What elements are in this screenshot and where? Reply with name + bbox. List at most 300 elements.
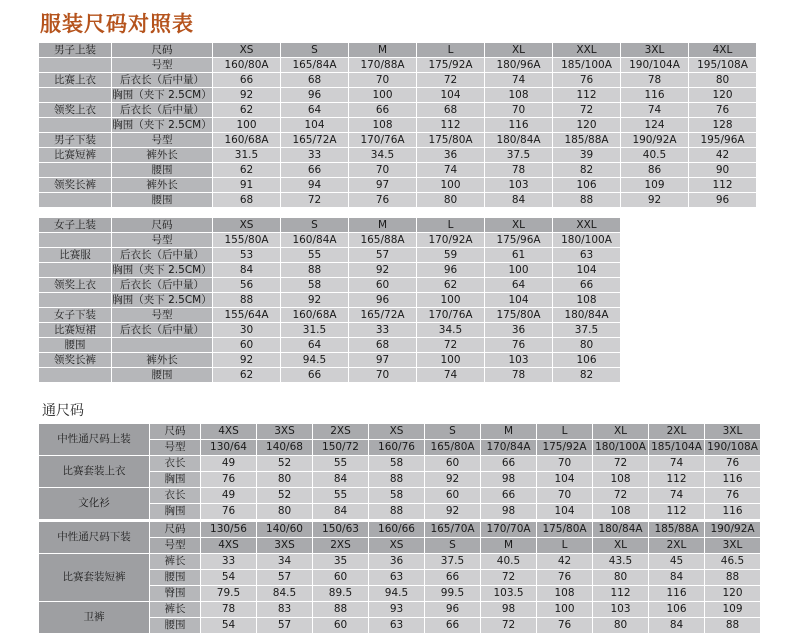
value-cell: 96 (425, 602, 480, 617)
header-cell: 3XL (705, 424, 760, 439)
value-cell: 76 (537, 618, 592, 633)
value-cell: XL (593, 538, 648, 553)
value-cell: 165/72A (281, 133, 348, 147)
value-cell: 116 (485, 118, 552, 132)
section-title-unisex: 通尺码 (42, 403, 84, 419)
measure-label-cell: 裤外长 (112, 353, 212, 367)
category-cell (39, 193, 111, 207)
value-cell: 84 (485, 193, 552, 207)
value-cell: 88 (281, 263, 348, 277)
value-cell: 70 (485, 103, 552, 117)
value-cell: 180/100A (553, 233, 620, 247)
table-row (39, 456, 760, 471)
value-cell: 60 (425, 488, 480, 503)
value-cell: 52 (257, 488, 312, 503)
value-cell: 74 (417, 368, 484, 382)
category-cell: 女子下装 (39, 308, 111, 322)
value-cell: 3XL (621, 43, 688, 57)
value-cell: 100 (485, 263, 552, 277)
table-row (39, 43, 756, 57)
value-cell: 76 (705, 488, 760, 503)
header-cell: 3XS (257, 424, 312, 439)
table-row (39, 353, 620, 367)
measure-label-cell: 裤外长 (112, 178, 212, 192)
value-cell: 104 (553, 263, 620, 277)
value-cell: 116 (649, 586, 704, 601)
category-cell (39, 233, 111, 247)
value-cell: 37.5 (485, 148, 552, 162)
category-cell: 中性通尺码上装 (39, 424, 149, 455)
value-cell: 128 (689, 118, 756, 132)
value-cell: 84 (313, 504, 368, 519)
value-cell: 70 (349, 368, 416, 382)
table-row (39, 163, 756, 177)
value-cell: XXL (553, 43, 620, 57)
value-cell: 70 (349, 73, 416, 87)
table-row (39, 58, 756, 72)
value-cell: 109 (621, 178, 688, 192)
measure-label-cell: 号型 (150, 538, 200, 553)
value-cell: 130/64 (201, 440, 256, 455)
value-cell: 103 (485, 353, 552, 367)
value-cell: 112 (417, 118, 484, 132)
value-cell: 195/108A (689, 58, 756, 72)
value-cell: 57 (257, 618, 312, 633)
category-cell (39, 163, 111, 177)
category-cell: 中性通尺码下装 (39, 522, 149, 553)
value-cell: 34.5 (417, 323, 484, 337)
unisex-top-table (38, 423, 761, 520)
table-row (39, 133, 756, 147)
value-cell: 100 (417, 293, 484, 307)
value-cell: 83 (257, 602, 312, 617)
value-cell: 76 (553, 73, 620, 87)
women-size-table (38, 217, 621, 383)
measure-label-cell: 尺码 (112, 218, 212, 232)
value-cell: 66 (553, 278, 620, 292)
table-row (39, 118, 756, 132)
value-cell: 94.5 (281, 353, 348, 367)
value-cell: 175/92A (417, 58, 484, 72)
value-cell: 49 (201, 488, 256, 503)
value-cell: 106 (649, 602, 704, 617)
value-cell: 63 (553, 248, 620, 262)
value-cell: S (281, 43, 348, 57)
value-cell: M (349, 43, 416, 57)
value-cell: 72 (281, 193, 348, 207)
value-cell: 112 (649, 472, 704, 487)
value-cell: 72 (593, 456, 648, 471)
value-cell: 80 (689, 73, 756, 87)
measure-label-cell: 后衣长（后中量） (112, 323, 212, 337)
measure-label-cell: 尺码 (112, 43, 212, 57)
page-title: 服装尺码对照表 (40, 12, 194, 36)
value-cell: 88 (313, 602, 368, 617)
value-cell: 103 (593, 602, 648, 617)
value-cell: 92 (425, 504, 480, 519)
value-cell: 100 (417, 178, 484, 192)
value-cell: 63 (369, 570, 424, 585)
value-cell: 39 (553, 148, 620, 162)
measure-label-cell: 腰围 (150, 570, 200, 585)
header-cell: 尺码 (150, 522, 200, 537)
value-cell: 68 (417, 103, 484, 117)
value-cell: XS (369, 538, 424, 553)
measure-label-cell: 臀围 (150, 586, 200, 601)
category-cell (39, 118, 111, 132)
measure-label-cell (112, 338, 212, 352)
value-cell: 155/80A (213, 233, 280, 247)
measure-label-cell: 胸围 (150, 472, 200, 487)
header-row (39, 522, 760, 537)
value-cell: 60 (313, 618, 368, 633)
value-cell: XS (213, 218, 280, 232)
value-cell: 66 (281, 368, 348, 382)
measure-label-cell: 衣长 (150, 456, 200, 471)
value-cell: 76 (537, 570, 592, 585)
category-cell: 领奖长裤 (39, 178, 111, 192)
value-cell: 64 (281, 338, 348, 352)
value-cell: 175/80A (417, 133, 484, 147)
value-cell: 100 (537, 602, 592, 617)
value-cell: 96 (689, 193, 756, 207)
value-cell: 185/100A (553, 58, 620, 72)
value-cell: 84 (649, 570, 704, 585)
measure-label-cell: 号型 (112, 58, 212, 72)
table-row (39, 73, 756, 87)
value-cell: 180/100A (593, 440, 648, 455)
header-cell: 180/84A (593, 522, 648, 537)
value-cell: 160/84A (281, 233, 348, 247)
value-cell: 2XL (649, 538, 704, 553)
value-cell: 108 (349, 118, 416, 132)
value-cell: 80 (593, 570, 648, 585)
value-cell: 66 (481, 488, 536, 503)
value-cell: 86 (621, 163, 688, 177)
value-cell: 72 (553, 103, 620, 117)
value-cell: 155/64A (213, 308, 280, 322)
table-row (39, 248, 620, 262)
table-row (39, 488, 760, 503)
value-cell: 3XS (257, 538, 312, 553)
value-cell: 112 (649, 504, 704, 519)
value-cell: 98 (481, 504, 536, 519)
table-row (39, 602, 760, 617)
value-cell: 72 (481, 570, 536, 585)
measure-label-cell: 后衣长（后中量） (112, 248, 212, 262)
value-cell: 180/84A (485, 133, 552, 147)
value-cell: 30 (213, 323, 280, 337)
value-cell: 160/80A (213, 58, 280, 72)
value-cell: 103 (485, 178, 552, 192)
value-cell: 140/68 (257, 440, 312, 455)
header-cell: L (537, 424, 592, 439)
value-cell: 72 (481, 618, 536, 633)
value-cell: 74 (417, 163, 484, 177)
value-cell: 165/80A (425, 440, 480, 455)
value-cell: 195/96A (689, 133, 756, 147)
value-cell: 112 (593, 586, 648, 601)
header-cell: XL (593, 424, 648, 439)
measure-label-cell: 号型 (112, 133, 212, 147)
value-cell: 35 (313, 554, 368, 569)
value-cell: 64 (281, 103, 348, 117)
value-cell: 104 (485, 293, 552, 307)
value-cell: 150/72 (313, 440, 368, 455)
value-cell: 76 (201, 472, 256, 487)
value-cell: 46.5 (705, 554, 760, 569)
header-cell: 165/70A (425, 522, 480, 537)
unisex-bottom-table (38, 521, 761, 634)
value-cell: 80 (257, 472, 312, 487)
value-cell: 72 (593, 488, 648, 503)
value-cell: 180/84A (553, 308, 620, 322)
value-cell: 92 (281, 293, 348, 307)
value-cell: 78 (485, 368, 552, 382)
value-cell: 58 (281, 278, 348, 292)
value-cell: 57 (349, 248, 416, 262)
category-cell (39, 263, 111, 277)
value-cell: 70 (537, 456, 592, 471)
value-cell: 120 (553, 118, 620, 132)
category-cell: 比赛套装上衣 (39, 456, 149, 487)
value-cell: 160/76 (369, 440, 424, 455)
value-cell: 58 (369, 488, 424, 503)
value-cell: 57 (257, 570, 312, 585)
value-cell: 36 (417, 148, 484, 162)
value-cell: 34.5 (349, 148, 416, 162)
category-cell: 领奖上衣 (39, 278, 111, 292)
value-cell: 116 (621, 88, 688, 102)
value-cell: 33 (201, 554, 256, 569)
header-cell: S (425, 424, 480, 439)
value-cell: 76 (689, 103, 756, 117)
category-cell (39, 293, 111, 307)
value-cell: 98 (481, 602, 536, 617)
table-row (39, 148, 756, 162)
header-cell: 160/66 (369, 522, 424, 537)
value-cell: L (537, 538, 592, 553)
value-cell: 90 (689, 163, 756, 177)
value-cell: 55 (313, 488, 368, 503)
header-cell: 185/88A (649, 522, 704, 537)
value-cell: 175/96A (485, 233, 552, 247)
value-cell: 58 (369, 456, 424, 471)
value-cell: 60 (349, 278, 416, 292)
value-cell: 100 (213, 118, 280, 132)
value-cell: 36 (485, 323, 552, 337)
value-cell: 170/88A (349, 58, 416, 72)
value-cell: 165/72A (349, 308, 416, 322)
value-cell: 72 (417, 73, 484, 87)
value-cell: 33 (281, 148, 348, 162)
value-cell: 84.5 (257, 586, 312, 601)
value-cell: S (425, 538, 480, 553)
value-cell: 88 (369, 504, 424, 519)
measure-label-cell: 号型 (112, 233, 212, 247)
value-cell: XS (213, 43, 280, 57)
value-cell: 82 (553, 163, 620, 177)
measure-label-cell: 裤外长 (112, 148, 212, 162)
value-cell: 66 (349, 103, 416, 117)
value-cell: 54 (201, 618, 256, 633)
table-row (39, 178, 756, 192)
table-row (39, 554, 760, 569)
value-cell: 190/104A (621, 58, 688, 72)
value-cell: 66 (281, 163, 348, 177)
value-cell: 108 (485, 88, 552, 102)
value-cell: 108 (593, 504, 648, 519)
value-cell: 175/80A (485, 308, 552, 322)
header-cell: 2XL (649, 424, 704, 439)
value-cell: 76 (705, 456, 760, 471)
header-cell: M (481, 424, 536, 439)
measure-label-cell: 腰围 (112, 193, 212, 207)
value-cell: 59 (417, 248, 484, 262)
value-cell: 62 (417, 278, 484, 292)
value-cell: 66 (425, 618, 480, 633)
category-cell: 比赛短裤 (39, 148, 111, 162)
category-cell: 卫裤 (39, 602, 149, 633)
value-cell: 185/88A (553, 133, 620, 147)
value-cell: 79.5 (201, 586, 256, 601)
value-cell: 98 (481, 472, 536, 487)
value-cell: 100 (417, 353, 484, 367)
value-cell: 80 (593, 618, 648, 633)
value-cell: L (417, 218, 484, 232)
measure-label-cell: 腰围 (150, 618, 200, 633)
table-row (39, 103, 756, 117)
value-cell: 103.5 (481, 586, 536, 601)
measure-label-cell: 胸围（夹下 2.5CM） (112, 118, 212, 131)
value-cell: 84 (213, 263, 280, 277)
header-cell: 尺码 (150, 424, 200, 439)
value-cell: 74 (649, 488, 704, 503)
value-cell: 60 (425, 456, 480, 471)
value-cell: 116 (705, 504, 760, 519)
value-cell: 40.5 (481, 554, 536, 569)
value-cell: 109 (705, 602, 760, 617)
value-cell: 165/84A (281, 58, 348, 72)
value-cell: XL (485, 218, 552, 232)
measure-label-cell: 腰围 (112, 163, 212, 177)
header-cell: XS (369, 424, 424, 439)
value-cell: 88 (369, 472, 424, 487)
value-cell: 68 (213, 193, 280, 207)
table-row (39, 338, 620, 352)
category-cell: 比赛短裙 (39, 323, 111, 337)
value-cell: 62 (213, 163, 280, 177)
value-cell: 60 (313, 570, 368, 585)
value-cell: 120 (705, 586, 760, 601)
measure-label-cell: 裤长 (150, 554, 200, 569)
value-cell: 96 (417, 263, 484, 277)
value-cell: 43.5 (593, 554, 648, 569)
value-cell: 96 (349, 293, 416, 307)
value-cell: 33 (349, 323, 416, 337)
value-cell: 53 (213, 248, 280, 262)
table-row (39, 368, 620, 382)
category-cell: 比赛服 (39, 248, 111, 262)
table-row (39, 233, 620, 247)
measure-label-cell: 胸围（夹下 2.5CM） (112, 263, 212, 276)
measure-label-cell: 腰围 (112, 368, 212, 382)
value-cell: 31.5 (213, 148, 280, 162)
value-cell: 91 (213, 178, 280, 192)
header-cell: 140/60 (257, 522, 312, 537)
value-cell: 106 (553, 178, 620, 192)
measure-label-cell: 后衣长（后中量） (112, 278, 212, 292)
value-cell: 78 (201, 602, 256, 617)
value-cell: 3XL (705, 538, 760, 553)
value-cell: S (281, 218, 348, 232)
value-cell: M (349, 218, 416, 232)
value-cell: 4XL (689, 43, 756, 57)
category-cell: 领奖上衣 (39, 103, 111, 117)
value-cell: 64 (485, 278, 552, 292)
value-cell: 55 (313, 456, 368, 471)
value-cell: 84 (313, 472, 368, 487)
category-cell: 腰围 (39, 338, 111, 352)
value-cell: 104 (417, 88, 484, 102)
value-cell: XXL (553, 218, 620, 232)
value-cell: 99.5 (425, 586, 480, 601)
value-cell: 108 (593, 472, 648, 487)
category-cell (39, 58, 111, 72)
value-cell: 94.5 (369, 586, 424, 601)
measure-label-cell: 号型 (112, 308, 212, 322)
category-cell: 文化衫 (39, 488, 149, 519)
value-cell: 60 (213, 338, 280, 352)
value-cell: 82 (553, 368, 620, 382)
value-cell: 92 (213, 88, 280, 102)
value-cell: 112 (553, 88, 620, 102)
header-cell: 2XS (313, 424, 368, 439)
value-cell: 78 (485, 163, 552, 177)
value-cell: 88 (553, 193, 620, 207)
value-cell: 120 (689, 88, 756, 102)
value-cell: 106 (553, 353, 620, 367)
value-cell: 190/108A (705, 440, 760, 455)
value-cell: 37.5 (425, 554, 480, 569)
value-cell: 175/92A (537, 440, 592, 455)
table-row (39, 293, 620, 307)
value-cell: 68 (349, 338, 416, 352)
header-row (39, 424, 760, 439)
value-cell: 76 (485, 338, 552, 352)
value-cell: 104 (537, 472, 592, 487)
value-cell: 40.5 (621, 148, 688, 162)
measure-label-cell: 裤长 (150, 602, 200, 617)
value-cell: 100 (349, 88, 416, 102)
value-cell: 104 (537, 504, 592, 519)
value-cell: 88 (213, 293, 280, 307)
value-cell: 37.5 (553, 323, 620, 337)
value-cell: 97 (349, 353, 416, 367)
value-cell: 170/76A (349, 133, 416, 147)
category-cell: 男子上装 (39, 43, 111, 57)
value-cell: 62 (213, 368, 280, 382)
value-cell: 63 (369, 618, 424, 633)
value-cell: 34 (257, 554, 312, 569)
category-cell: 男子下装 (39, 133, 111, 147)
value-cell: 80 (553, 338, 620, 352)
value-cell: 62 (213, 103, 280, 117)
value-cell: 68 (281, 73, 348, 87)
value-cell: M (481, 538, 536, 553)
value-cell: 94 (281, 178, 348, 192)
category-cell (39, 88, 111, 102)
